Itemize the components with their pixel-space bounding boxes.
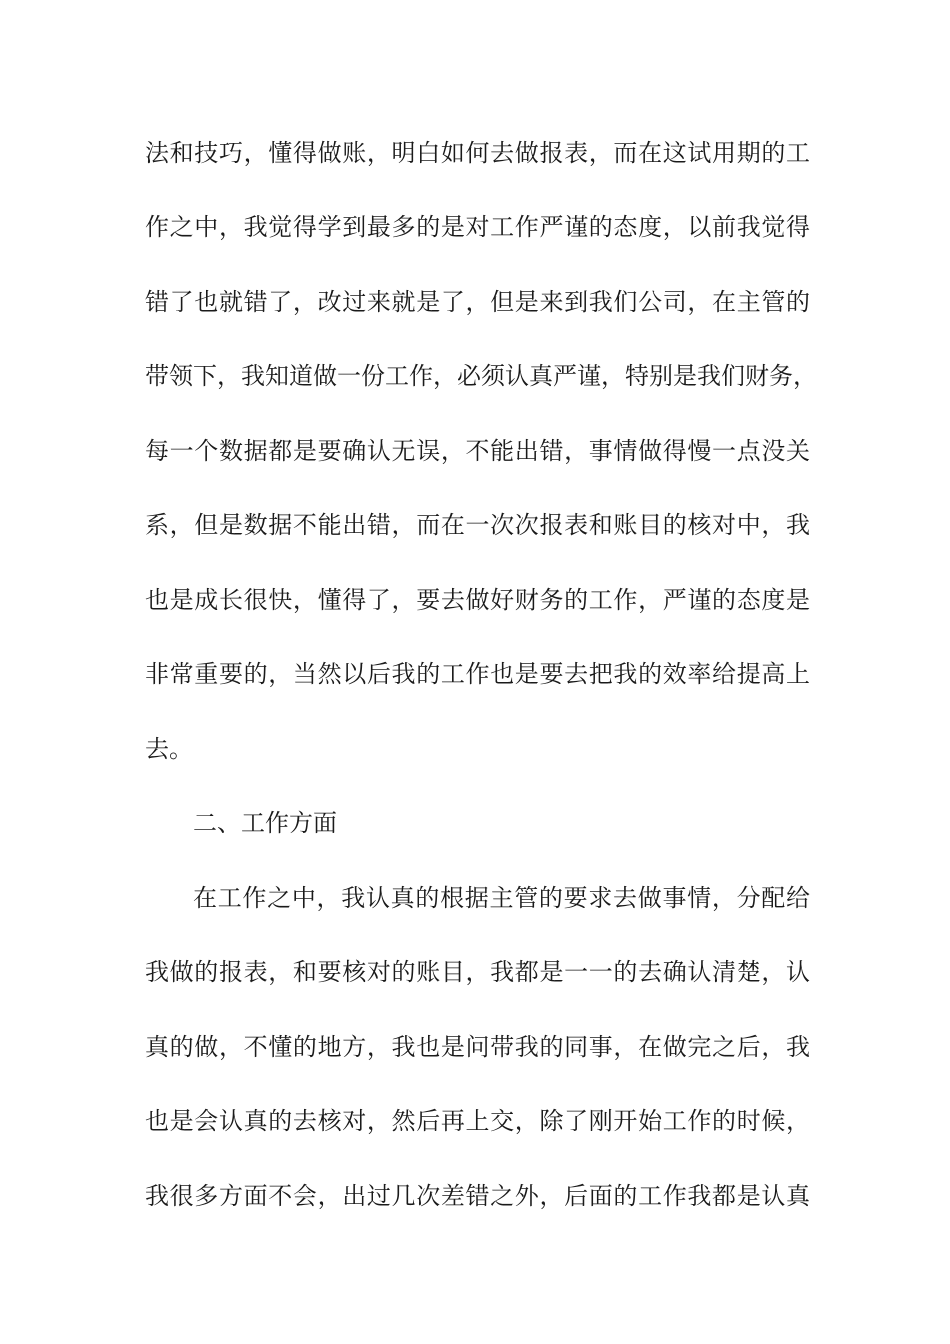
paragraph-line: 我做的报表，和要核对的账目，我都是一一的去确认清楚，认	[145, 958, 810, 986]
section-heading: 二、工作方面	[193, 809, 337, 837]
paragraph-line: 在工作之中，我认真的根据主管的要求去做事情，分配给	[193, 884, 810, 912]
paragraph-line: 也是成长很快，懂得了，要去做好财务的工作，严谨的态度是	[145, 586, 810, 614]
paragraph-line: 也是会认真的去核对，然后再上交，除了刚开始工作的时候，	[145, 1107, 810, 1135]
paragraph-line: 带领下，我知道做一份工作，必须认真严谨，特别是我们财务，	[145, 362, 817, 390]
paragraph-line: 非常重要的，当然以后我的工作也是要去把我的效率给提高上	[145, 660, 810, 688]
paragraph-line: 系，但是数据不能出错，而在一次次报表和账目的核对中，我	[145, 511, 810, 539]
paragraph-line: 作之中，我觉得学到最多的是对工作严谨的态度，以前我觉得	[145, 213, 810, 241]
paragraph-line: 每一个数据都是要确认无误，不能出错，事情做得慢一点没关	[145, 437, 810, 465]
paragraph-line: 我很多方面不会，出过几次差错之外，后面的工作我都是认真	[145, 1182, 810, 1210]
paragraph-line: 法和技巧，懂得做账，明白如何去做报表，而在这试用期的工	[145, 139, 810, 167]
paragraph-line: 真的做，不懂的地方，我也是问带我的同事，在做完之后，我	[145, 1033, 810, 1061]
paragraph-line: 错了也就错了，改过来就是了，但是来到我们公司，在主管的	[145, 288, 810, 316]
paragraph-line: 去。	[145, 735, 193, 763]
